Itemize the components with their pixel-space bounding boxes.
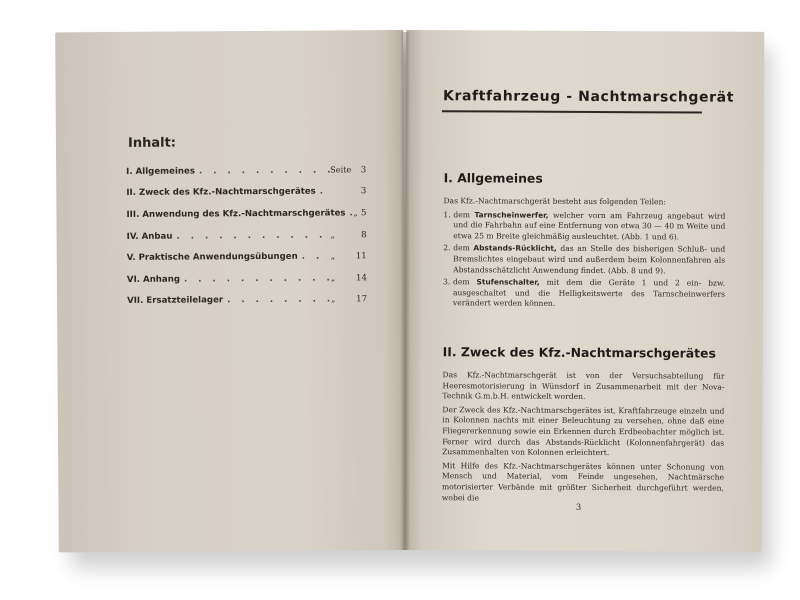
item-term: Abstands-Rücklicht, — [473, 243, 557, 254]
item-number: 2. — [443, 243, 451, 253]
toc-page: 17 — [356, 294, 368, 305]
list-item — [443, 244, 725, 277]
parts-list — [443, 210, 726, 311]
item-term: Tarnscheinwerfer, — [474, 209, 549, 220]
toc-label: III. Anwendung des Kfz.-Nachtmarschgerätes — [126, 208, 346, 220]
table-of-contents — [126, 164, 367, 316]
toc-label: I. Allgemeines — [126, 166, 195, 177]
paragraph: Mit Hilfe des Kfz.-Nachtmarschgerätes können unter Schonung von Mensch und Material, vom Feinde ungesehen, Nachtmärsche motorisierter Verbände mit größter Sicherheit durchgeführt werden, wobei die — [441, 460, 725, 502]
toc-row — [126, 207, 366, 230]
section-intro: Das Kfz.-Nachtmarschgerät besteht aus folgenden Teilen: — [443, 196, 667, 207]
toc-label: VII. Ersatzteilelager — [127, 295, 224, 306]
toc-row — [127, 272, 367, 295]
toc-row — [126, 186, 366, 209]
toc-leader — [316, 186, 331, 196]
section-zweck-body — [442, 370, 725, 508]
toc-prefix: „ — [353, 207, 358, 218]
paragraph: Der Zweck des Kfz.-Nachtmarschgerätes ist, Kraftfahrzeuge einzeln und in Kolonnen nachts mit einer Beleuchtung zu versehen, ohne daß eine Fliegererkennung sowie ein Erkennen durch Erdbeobachter möglich ist. Ferner wird durch das Abstands-Rücklicht (Kolonnenfahrgerät) das Zusammenhalten von Kolonnen erleichtert. — [442, 404, 725, 458]
item-text: mit dem die Geräte 1 und 2 ein- bzw. ausgeschaltet und die Helligkeitswerte des Tarnscheinwerfers verändert werden können. — [452, 277, 726, 309]
toc-label: II. Zweck des Kfz.-Nachtmarschgerätes — [126, 186, 316, 198]
toc-prefix: „ — [330, 250, 336, 261]
toc-leader — [172, 230, 330, 241]
toc-leader — [195, 166, 330, 177]
item-term: Stufenschalter, — [476, 277, 540, 287]
toc-label: IV. Anbau — [126, 231, 173, 242]
item-prefix: dem — [453, 243, 474, 253]
document-title: Kraftfahrzeug - Nachtmarschgerät — [442, 88, 735, 106]
item-text: welcher vorn am Fahrzeug angebaut wird und die Fahrbahn auf eine Entfernung von etwa 30 — 40 m Weite und etwa 25 m Breite gleichmäßig ausleuchtet. (Abb. 1 und 6). — [453, 210, 726, 242]
toc-page: 3 — [360, 185, 367, 196]
section-heading-zweck: II. Zweck des Kfz.-Nachtmarschgerätes — [442, 344, 716, 361]
book-gutter — [400, 32, 410, 550]
item-number: 3. — [443, 277, 451, 287]
page-number: 3 — [575, 502, 582, 513]
toc-label: VI. Anhang — [126, 274, 181, 285]
toc-row — [127, 250, 367, 273]
item-text: das an Stelle des bisherigen Schluß- und Bremslichtes eingebaut wird und außerdem beim Kolonnenfahren als Abstandsschätzlicht Anwendung findet. (Abb. 8 und 9). — [453, 244, 726, 275]
toc-leader — [345, 208, 353, 218]
toc-prefix: „ — [331, 293, 336, 304]
toc-page: 8 — [361, 229, 367, 240]
section-allgemeines-body — [443, 196, 726, 314]
toc-row — [127, 293, 367, 316]
title-underline — [442, 110, 702, 113]
toc-page: 11 — [355, 251, 367, 262]
toc-prefix: „ — [330, 228, 335, 240]
toc-page: 3 — [360, 165, 367, 176]
toc-row — [126, 164, 366, 187]
toc-prefix: Seite — [330, 164, 352, 175]
item-prefix: dem — [453, 277, 477, 287]
toc-title: Inhalt: — [127, 135, 177, 151]
list-item — [443, 210, 725, 243]
toc-prefix: „ — [330, 271, 336, 283]
toc-leader — [298, 252, 331, 262]
list-item — [443, 277, 725, 310]
toc-page: 14 — [355, 272, 367, 283]
item-prefix: dem — [453, 209, 475, 219]
item-number: 1. — [443, 209, 451, 219]
toc-leader — [180, 273, 331, 284]
toc-page: 5 — [360, 208, 367, 219]
section-heading-allgemeines: I. Allgemeines — [443, 170, 543, 186]
toc-label: V. Praktische Anwendungsübungen — [126, 251, 298, 263]
left-page — [55, 30, 407, 552]
toc-leader — [223, 295, 331, 306]
paragraph: Das Kfz.-Nachtmarschgerät ist von der Versuchsabteilung für Heeresmotorisierung in Wünsdorf in Zusammenarbeit mit der Nova-Technik G.m.b.H. entwickelt worden. — [442, 370, 725, 402]
toc-row — [127, 229, 367, 252]
right-page — [404, 30, 765, 552]
open-booklet — [57, 30, 769, 558]
